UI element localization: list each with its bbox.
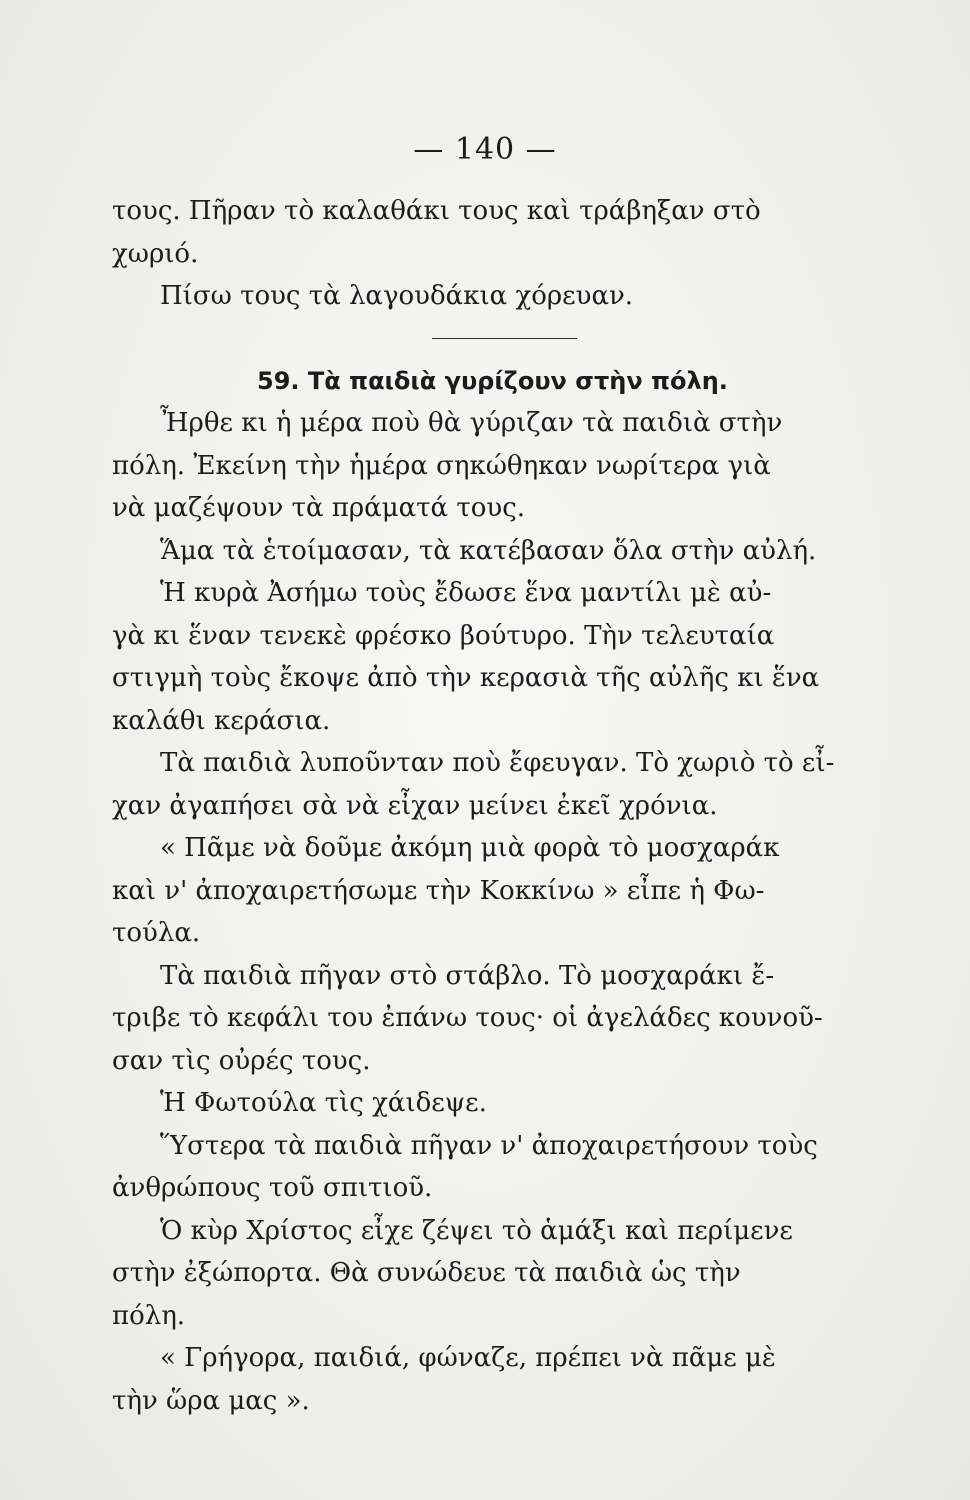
chapter-heading: 59. Τὰ παιδιὰ γυρίζουν στὴν πόλη. [257, 366, 728, 395]
text-line: Πίσω τους τὰ λαγουδάκια χόρευαν. [160, 281, 634, 311]
text-line: Τὰ παιδιὰ πῆγαν στὸ στάβλο. Τὸ μοσχαράκι ἔ- [160, 960, 775, 991]
text-line: πόλη. Ἐκείνη τὴν ἡμέρα σηκώθηκαν νωρίτερα γιὰ [112, 450, 771, 481]
text-line: καλάθι κεράσια. [112, 705, 331, 736]
text-line: πόλη. [112, 1300, 186, 1331]
text-line: καὶ ν' ἀποχαιρετήσωμε τὴν Κοκκίνω » εἶπε ἡ Φω- [112, 875, 765, 906]
text-line: χωριό. [112, 238, 199, 269]
section-divider [112, 318, 902, 360]
text-line: Ὕστερα τὰ παιδιὰ πῆγαν ν' ἀποχαιρετήσουν τοὺς [160, 1130, 818, 1161]
text-line: στιγμὴ τοὺς ἔκοψε ἀπὸ τὴν κερασιὰ τῆς αὐλῆς κι ἕνα [112, 663, 820, 693]
text-line: Ἡ Φωτούλα τὶς χάιδεψε. [160, 1088, 487, 1118]
text-block [112, 190, 902, 1422]
text-line: Ὁ κὺρ Χρίστος εἶχε ζέψει τὸ ἁμάξι καὶ περίμενε [160, 1215, 793, 1246]
text-line: στὴν ἐξώπορτα. Θὰ συνώδευε τὰ παιδιὰ ὡς τὴν [112, 1258, 741, 1288]
text-line: Ἦρθε κι ἡ μέρα ποὺ θὰ γύριζαν τὰ παιδιὰ στὴν [160, 408, 783, 438]
text-line: γὰ κι ἕναν τενεκὲ φρέσκο βούτυρο. Τὴν τελευταία [112, 620, 775, 651]
text-line: Ἅμα τὰ ἑτοίμασαν, τὰ κατέβασαν ὅλα στὴν αὐλή. [160, 535, 817, 566]
text-line: « Πᾶμε νὰ δοῦμε ἀκόμη μιὰ φορὰ τὸ μοσχαράκ [160, 833, 780, 863]
chapter-body [112, 402, 902, 1422]
text-line: νὰ μαζέψουν τὰ πράματά τους. [112, 493, 526, 523]
text-line: χαν ἀγαπήσει σὰ νὰ εἶχαν μείνει ἐκεῖ χρόνια. [112, 790, 718, 821]
text-line: τους. Πῆραν τὸ καλαθάκι τους καὶ τράβηξαν στὸ [112, 196, 761, 226]
text-line: τριβε τὸ κεφάλι του ἐπάνω τους· οἱ ἀγελάδες κουνοῦ- [112, 1003, 823, 1033]
text-line: « Γρήγορα, παιδιά, φώναζε, πρέπει νὰ πᾶμε μὲ [160, 1343, 776, 1373]
text-line: σαν τὶς οὐρές τους. [112, 1045, 371, 1076]
text-line: ἀνθρώπους τοῦ σπιτιοῦ. [112, 1173, 433, 1203]
text-line: Ἡ κυρὰ Ἀσήμω τοὺς ἔδωσε ἕνα μαντίλι μὲ αὐ- [160, 578, 772, 608]
text-line: τούλα. [112, 918, 201, 948]
text-line: Τὰ παιδιὰ λυποῦνταν ποὺ ἔφευγαν. Τὸ χωριὸ τὸ εἶ- [160, 748, 835, 778]
page-number: — 140 — [413, 132, 557, 167]
text-line: τὴν ὥρα μας ». [112, 1385, 310, 1416]
